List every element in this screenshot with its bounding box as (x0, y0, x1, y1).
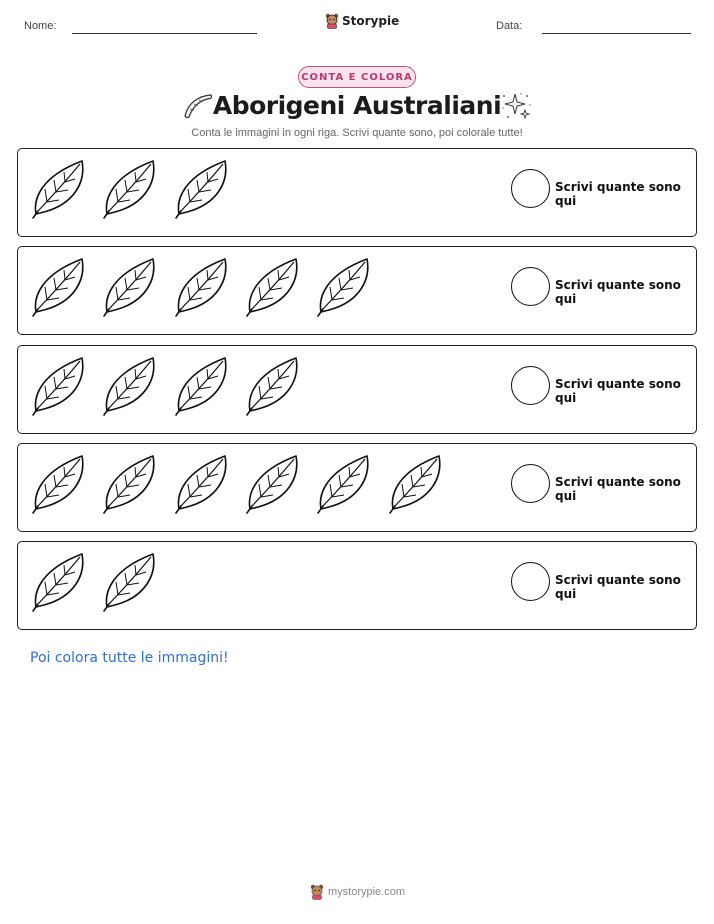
count-answer-circle[interactable] (511, 169, 550, 208)
count-answer-circle[interactable] (511, 366, 550, 405)
leaf-icon[interactable] (315, 453, 371, 515)
leaf-icon[interactable] (101, 355, 157, 417)
leaf-icon[interactable] (173, 158, 229, 220)
leaf-icon[interactable] (173, 256, 229, 318)
name-label: Nome: (24, 20, 57, 32)
activity-badge: CONTA E COLORA (298, 66, 416, 88)
leaf-icon[interactable] (101, 453, 157, 515)
counting-row (17, 345, 697, 434)
leaf-icon[interactable] (30, 355, 86, 417)
storypie-mascot-icon (310, 884, 324, 900)
count-answer-circle[interactable] (511, 562, 550, 601)
coloring-reminder: Poi colora tutte le immagini! (30, 650, 229, 666)
count-prompt-label: Scrivi quante sono qui (555, 573, 681, 602)
leaf-icon[interactable] (387, 453, 443, 515)
leaf-icon[interactable] (244, 453, 300, 515)
leaf-icon[interactable] (30, 453, 86, 515)
counting-row (17, 148, 697, 237)
count-prompt-label: Scrivi quante sono qui (555, 180, 681, 208)
counting-row (17, 246, 697, 335)
sparkles-icon (500, 90, 532, 122)
count-answer-circle[interactable] (511, 464, 550, 503)
brand-logo (325, 13, 399, 29)
name-field-line[interactable] (72, 33, 257, 34)
count-prompt-label: Scrivi quante sono qui (555, 278, 681, 307)
date-label: Data: (496, 20, 523, 32)
leaf-icon[interactable] (173, 453, 229, 515)
leaf-icon[interactable] (101, 256, 157, 318)
counting-row (17, 443, 697, 532)
count-answer-circle[interactable] (511, 267, 550, 306)
leaf-icon[interactable] (101, 551, 157, 613)
leaf-icon[interactable] (30, 256, 86, 318)
leaf-icon[interactable] (30, 551, 86, 613)
storypie-mascot-icon (325, 13, 339, 29)
count-prompt-label: Scrivi quante sono qui (555, 376, 681, 405)
leaf-icon[interactable] (315, 256, 371, 318)
page-title: Aborigeni Australiani (212, 91, 502, 120)
site-footer (310, 884, 405, 900)
instructions-text: Conta le immagini in ogni riga. Scrivi quante sono, poi colorale tutte! (191, 127, 523, 139)
leaf-icon[interactable] (244, 355, 300, 417)
leaf-icon[interactable] (30, 158, 86, 220)
site-url: mystorypie.com (328, 886, 406, 898)
leaf-icon[interactable] (173, 355, 229, 417)
leaf-icon[interactable] (244, 256, 300, 318)
brand-name: Storypie (342, 14, 400, 28)
count-prompt-label: Scrivi quante sono qui (555, 474, 681, 503)
leaf-icon[interactable] (101, 158, 157, 220)
date-field-line[interactable] (542, 33, 691, 34)
counting-row (17, 541, 697, 630)
